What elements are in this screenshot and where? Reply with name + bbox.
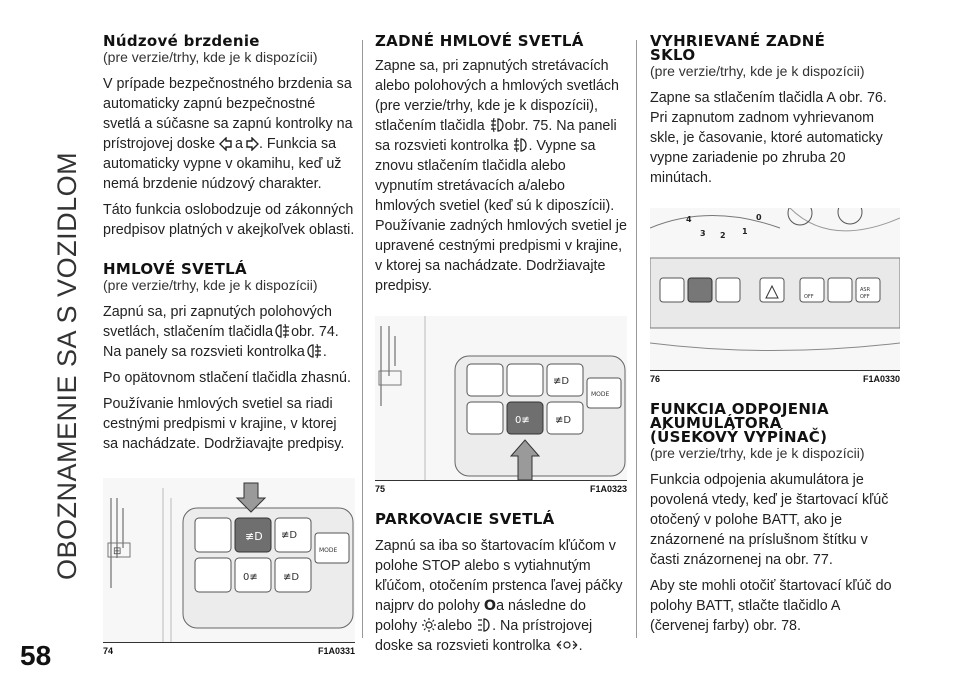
paragraph: Táto funkcia oslobodzuje od zákonných predpisov platných v akejkoľvek oblasti.	[103, 202, 355, 238]
side-light-icon	[476, 617, 492, 633]
figure-caption	[375, 481, 627, 494]
svg-text:2: 2	[720, 231, 726, 240]
front-fog-light-warning-icon	[305, 343, 323, 359]
paragraph: Po opätovnom stlačení tlačidla zhasnú.	[103, 370, 351, 386]
figure-75-illustration	[375, 316, 627, 481]
svg-text:1: 1	[742, 227, 748, 236]
column-divider	[362, 40, 363, 638]
svg-text:3: 3	[700, 229, 706, 238]
section-title-fog-lights: HMLOVÉ SVETLÁ	[103, 260, 247, 278]
section-title-parking-lights: PARKOVACIE SVETLÁ	[375, 510, 555, 528]
column-1	[103, 34, 355, 656]
column-3	[650, 34, 900, 642]
paragraph: Zapne sa stlačením tlačidla A obr. 76. Pri zapnutom zadnom vyhrievanom skle, je časovanie, ktoré automaticky vypne zariadenie po zhruba 20 minútach.	[650, 90, 887, 186]
section-title-emergency-braking: Núdzové brzdenie	[103, 32, 260, 50]
svg-text:0≢: 0≢	[515, 415, 530, 426]
svg-text:≢D: ≢D	[555, 415, 572, 426]
figure-caption	[650, 371, 900, 384]
section-subtitle: (pre verzie/trhy, kde je k dispozícii)	[650, 445, 865, 461]
turn-signal-right-icon	[243, 137, 259, 151]
svg-text:MODE: MODE	[591, 391, 610, 398]
paragraph: Aby ste mohli otočiť štartovací kľúč do polohy BATT, stlačte tlačidlo A (červenej farby) obr. 78.	[650, 578, 892, 634]
svg-text:0≢: 0≢	[243, 572, 258, 583]
paragraph: Používanie hmlových svetiel sa riadi cestnými predpismi v krajine, v ktorej sa nachádzate. Dodržiavajte predpisy.	[103, 396, 345, 452]
chapter-side-title	[38, 30, 98, 590]
section-title-battery-disconnect: FUNKCIA ODPOJENIA AKUMULÁTORA (ÚSEKOVÝ VYPÍNAČ)	[650, 400, 829, 446]
turn-signal-left-icon	[219, 137, 235, 151]
dashboard-switch-row-drawing	[650, 208, 900, 370]
fog-light-switch-panel-drawing	[103, 478, 355, 642]
rear-fog-light-warning-icon	[512, 137, 528, 153]
figure-code: F1A0323	[589, 484, 627, 494]
rear-fog-light-switch-panel-drawing	[375, 316, 627, 480]
figure-number: 74	[103, 646, 114, 656]
paragraph: Zapnú sa iba so štartovacím kľúčom v polohe STOP alebo s vytiahnutým kľúčom, otočením prstenca ľavej páčky najprv do polohy Oa následne do polohy alebo . Na prístrojovej doske sa rozsvieti kontrolka .	[375, 538, 623, 654]
section-subtitle: (pre verzie/trhy, kde je k dispozícii)	[650, 63, 865, 79]
svg-text:⊞: ⊞	[113, 546, 122, 557]
svg-text:OFF: OFF	[804, 294, 814, 300]
svg-text:4: 4	[686, 215, 692, 224]
paragraph: Funkcia odpojenia akumulátora je povolená vtedy, keď je štartovací kľúč otočený v polohe BATT, ako je znázornené na príslušnom štítku v časti znázornenej na obr. 77.	[650, 472, 889, 568]
position-o-icon: O	[483, 598, 497, 614]
figure-number: 75	[375, 484, 386, 494]
parking-light-icon	[421, 617, 437, 633]
paragraph: Zapnú sa, pri zapnutých polohových svetlách, stlačením tlačidla obr. 74. Na panely sa rozsvieti kontrolka .	[103, 304, 339, 360]
paragraph: V prípade bezpečnostného brzdenia sa automaticky zapnú bezpečnostné svetlá a súčasne sa zapnú kontrolky na prístrojovej doske a . Funkcia sa automaticky vypne v okamihu, keď už nemá brzdenie núdzový charakter.	[103, 76, 353, 192]
section-title-rear-fog-lights: ZADNÉ HMLOVÉ SVETLÁ	[375, 32, 584, 50]
paragraph: Zapne sa, pri zapnutých stretávacích alebo polohových a hmlových svetlách (pre verzie/trhy, kde je k dispozícii), stlačením tlačidla obr. 75. Na paneli sa rozsvieti kontrolka . Vypne sa znovu stlačením tlačidla alebo vypnutím stretávacích a/alebo hmlových svetiel (keď sú k diposzícii). Používanie zadných hmlových svetiel je upravené cestnými predpismi v krajine, v ktorej sa nachádzate. Dodržiavajte predpisy.	[375, 58, 627, 294]
svg-text:ASR: ASR	[860, 287, 871, 293]
figure-76-illustration	[650, 208, 900, 371]
figure-code: F1A0331	[317, 646, 355, 656]
front-fog-light-icon	[273, 323, 291, 339]
section-title-heated-rear-window: VYHRIEVANÉ ZADNÉ SKLO	[650, 32, 826, 64]
svg-text:≢D: ≢D	[281, 530, 298, 541]
svg-text:≢D: ≢D	[283, 572, 300, 583]
column-2	[375, 34, 627, 662]
column-divider	[636, 40, 637, 638]
figure-number: 76	[650, 374, 661, 384]
svg-text:≢D: ≢D	[245, 530, 263, 543]
svg-text:OFF: OFF	[860, 294, 870, 300]
section-subtitle: (pre verzie/trhy, kde je k dispozícii)	[103, 277, 318, 293]
svg-text:MODE: MODE	[319, 547, 338, 554]
figure-74-illustration	[103, 478, 355, 643]
side-lights-warning-icon	[555, 637, 579, 653]
svg-text:≢D: ≢D	[553, 376, 570, 387]
chapter-side-title-text: OBOZNAMENIE SA S VOZIDLOM	[52, 151, 82, 580]
figure-code: F1A0330	[862, 374, 900, 384]
rear-fog-light-icon	[489, 117, 505, 133]
figure-caption	[103, 643, 355, 656]
page-number: 58	[20, 640, 52, 671]
section-subtitle: (pre verzie/trhy, kde je k dispozícii)	[103, 49, 318, 65]
svg-text:0: 0	[756, 213, 762, 222]
